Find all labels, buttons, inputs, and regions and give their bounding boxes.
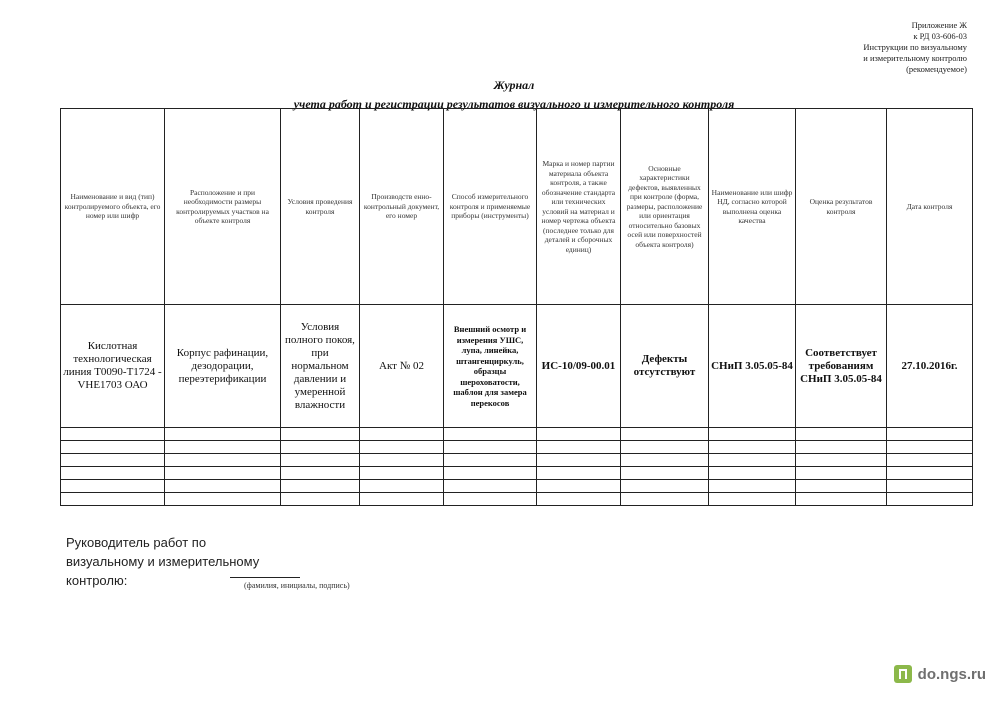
empty-row bbox=[61, 493, 973, 506]
empty-row bbox=[61, 480, 973, 493]
appendix-line: Приложение Ж bbox=[911, 20, 967, 30]
watermark-text: do.ngs.ru bbox=[917, 665, 986, 683]
table-cell: Условия полного покоя, при нормальном давлении и умеренной влажности bbox=[281, 305, 360, 428]
table-cell: Корпус рафинации, дезодорации, переэтерификации bbox=[165, 305, 281, 428]
header-cell: Дата контроля bbox=[887, 109, 973, 305]
table-header-row bbox=[61, 109, 973, 305]
table-row bbox=[61, 305, 973, 428]
signature-line-2: визуальному и измерительному bbox=[66, 554, 260, 569]
empty-row bbox=[61, 454, 973, 467]
header-cell: Способ измерительного контроля и применяемые приборы (инструменты) bbox=[444, 109, 537, 305]
appendix-line: (рекомендуемое) bbox=[906, 64, 967, 74]
table-cell: 27.10.2016г. bbox=[887, 305, 973, 428]
journal-table bbox=[60, 108, 973, 506]
signature-line-3: контролю: bbox=[66, 573, 128, 588]
signature-block bbox=[66, 533, 259, 590]
table-cell: Акт № 02 bbox=[360, 305, 444, 428]
table-cell: Дефекты отсутствуют bbox=[621, 305, 709, 428]
header-cell: Расположение и при необходимости размеры контролируемых участков на объекте контроля bbox=[165, 109, 281, 305]
document-title bbox=[0, 78, 1000, 112]
appendix-note bbox=[767, 20, 967, 75]
appendix-line: Инструкции по визуальному bbox=[863, 42, 967, 52]
header-cell: Условия проведения контроля bbox=[281, 109, 360, 305]
watermark bbox=[894, 665, 986, 683]
title-line-2: учета работ и регистрации результатов визуального и измерительного контроля bbox=[293, 97, 735, 111]
header-cell: Наименование или шифр НД, согласно которой выполнена оценка качества bbox=[709, 109, 796, 305]
empty-row bbox=[61, 428, 973, 441]
table-cell: Внешний осмотр и измерения УШС, лупа, линейка, штангенциркуль, образцы шероховатости, шаблон для замера перекосов bbox=[444, 305, 537, 428]
header-cell: Оценка результатов контроля bbox=[796, 109, 887, 305]
table-cell: ИС-10/09-00.01 bbox=[537, 305, 621, 428]
header-cell: Наименование и вид (тип) контролируемого объекта, его номер или шифр bbox=[61, 109, 165, 305]
signature-line-1: Руководитель работ по bbox=[66, 535, 207, 550]
empty-row bbox=[61, 441, 973, 454]
appendix-line: к РД 03-606-03 bbox=[913, 31, 967, 41]
appendix-line: и измерительному контролю bbox=[863, 53, 967, 63]
header-cell: Основные характеристики дефектов, выявленных при контроле (форма, размеры, расположение или ориентация относительно базовых осей или поверхностей объекта контроля) bbox=[621, 109, 709, 305]
title-line-1: Журнал bbox=[493, 78, 535, 92]
table-cell: Соответствует требованиям СНиП 3.05.05-84 bbox=[796, 305, 887, 428]
table-cell: СНиП 3.05.05-84 bbox=[709, 305, 796, 428]
signature-underline bbox=[230, 569, 300, 578]
empty-row bbox=[61, 467, 973, 480]
table-cell: Кислотная технологическая линия Т0090-Т1724 - VHE1703 ОАО bbox=[61, 305, 165, 428]
ngs-logo-icon bbox=[894, 665, 912, 683]
signature-hint: (фамилия, инициалы, подпись) bbox=[244, 581, 350, 590]
header-cell: Марка и номер партии материала объекта контроля, а также обозначение стандарта или технических условий на материал и номер чертежа объекта (последнее только для деталей и сборочных единиц) bbox=[537, 109, 621, 305]
header-cell: Производств енно-контрольный документ, его номер bbox=[360, 109, 444, 305]
